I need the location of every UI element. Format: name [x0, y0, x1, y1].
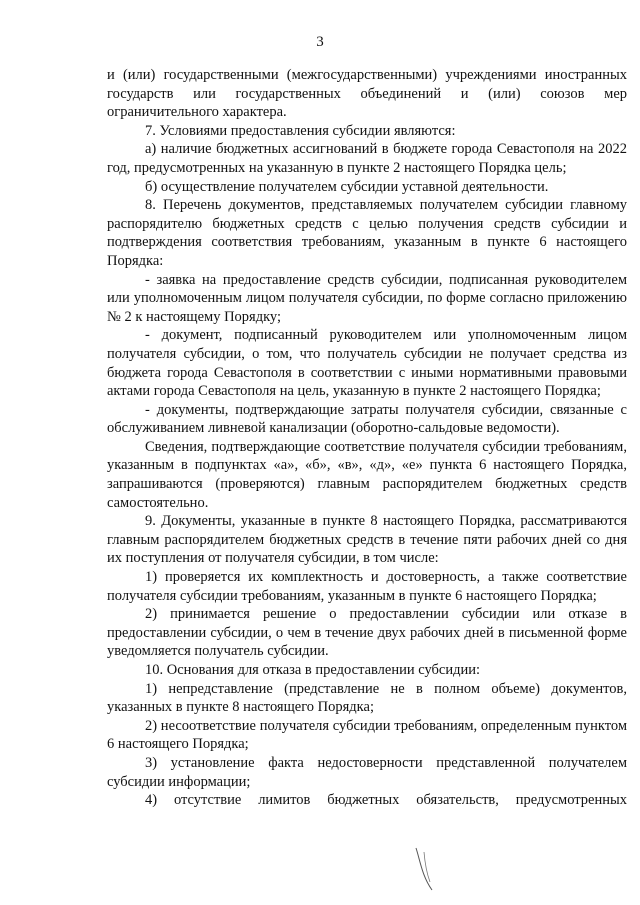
paragraph: - заявка на предоставление средств субсидии, подписанная руководителем или уполномоченным лицом получателя субсидии, по форме согласно приложению № 2 к настоящему Порядку;	[107, 271, 627, 325]
paragraph: 8. Перечень документов, представляемых получателем субсидии главному распорядителю бюджетных средств с целью получения средств субсидии и подтверждения соответствия требованиям, указанным в пункте 6 настоящего Порядка:	[107, 197, 627, 269]
paragraph: 1) непредставление (представление не в полном объеме) документов, указанных в пункте 8 настоящего Порядка;	[107, 680, 627, 716]
paragraph: и (или) государственными (межгосударственными) учреждениями иностранных государств или государственных объединений и (или) союзов мер ограничительного характера.	[107, 67, 627, 121]
paragraph: 4) отсутствие лимитов бюджетных обязательств, предусмотренных	[145, 792, 627, 809]
paragraph: 1) проверяется их комплектность и достоверность, а также соответствие получателя субсидии требованиям, указанным в пункте 6 настоящего Порядка;	[107, 569, 627, 604]
paragraph: 3) установление факта недостоверности представленной получателем субсидии информации;	[107, 754, 627, 790]
paragraph: 2) принимается решение о предоставлении субсидии или отказе в предоставлении субсидии, о чем в течение двух рабочих дней в письменной форме уведомляется получатель субсидии.	[107, 606, 627, 660]
paragraph: 2) несоответствие получателя субсидии требованиям, определенным пунктом 6 настоящего Порядка;	[107, 717, 627, 753]
paragraph: Сведения, подтверждающие соответствие получателя субсидии требованиям, указанным в подпунктах «а», «б», «в», «д», «е» пункта 6 настоящего Порядка, запрашиваются (проверяются) главным распорядителем бюджетных средств самостоятельно.	[107, 438, 627, 511]
paragraph: 7. Условиями предоставления субсидии являются:	[145, 122, 456, 139]
paragraph: - документ, подписанный руководителем или уполномоченным лицом получателя субсидии, о том, что получатель субсидии не получает средства из бюджета города Севастополя в соответствии с иными нормативными правовыми актами города Севастополя на цель, указанную в пункте 2 настоящего Порядка;	[107, 327, 627, 400]
paragraph: б) осуществление получателем субсидии уставной деятельности.	[145, 178, 549, 195]
paragraph: 9. Документы, указанные в пункте 8 настоящего Порядка, рассматриваются главным распорядителем бюджетных средств в течение пяти рабочих дней со дня их поступления от получателя субсидии, в том числе:	[107, 513, 627, 567]
signature-mark	[412, 846, 452, 896]
paragraph: 10. Основания для отказа в предоставлении субсидии:	[145, 662, 481, 678]
page-number: 3	[316, 34, 324, 50]
paragraph: - документы, подтверждающие затраты получателя субсидии, связанные с обслуживанием ливневой канализации (оборотно-сальдовые ведомости).	[107, 401, 627, 437]
document-body	[107, 66, 627, 810]
paragraph: а) наличие бюджетных ассигнований в бюджете города Севастополя на 2022 год, предусмотренных на указанную в пункте 2 настоящего Порядка цель;	[107, 141, 627, 176]
